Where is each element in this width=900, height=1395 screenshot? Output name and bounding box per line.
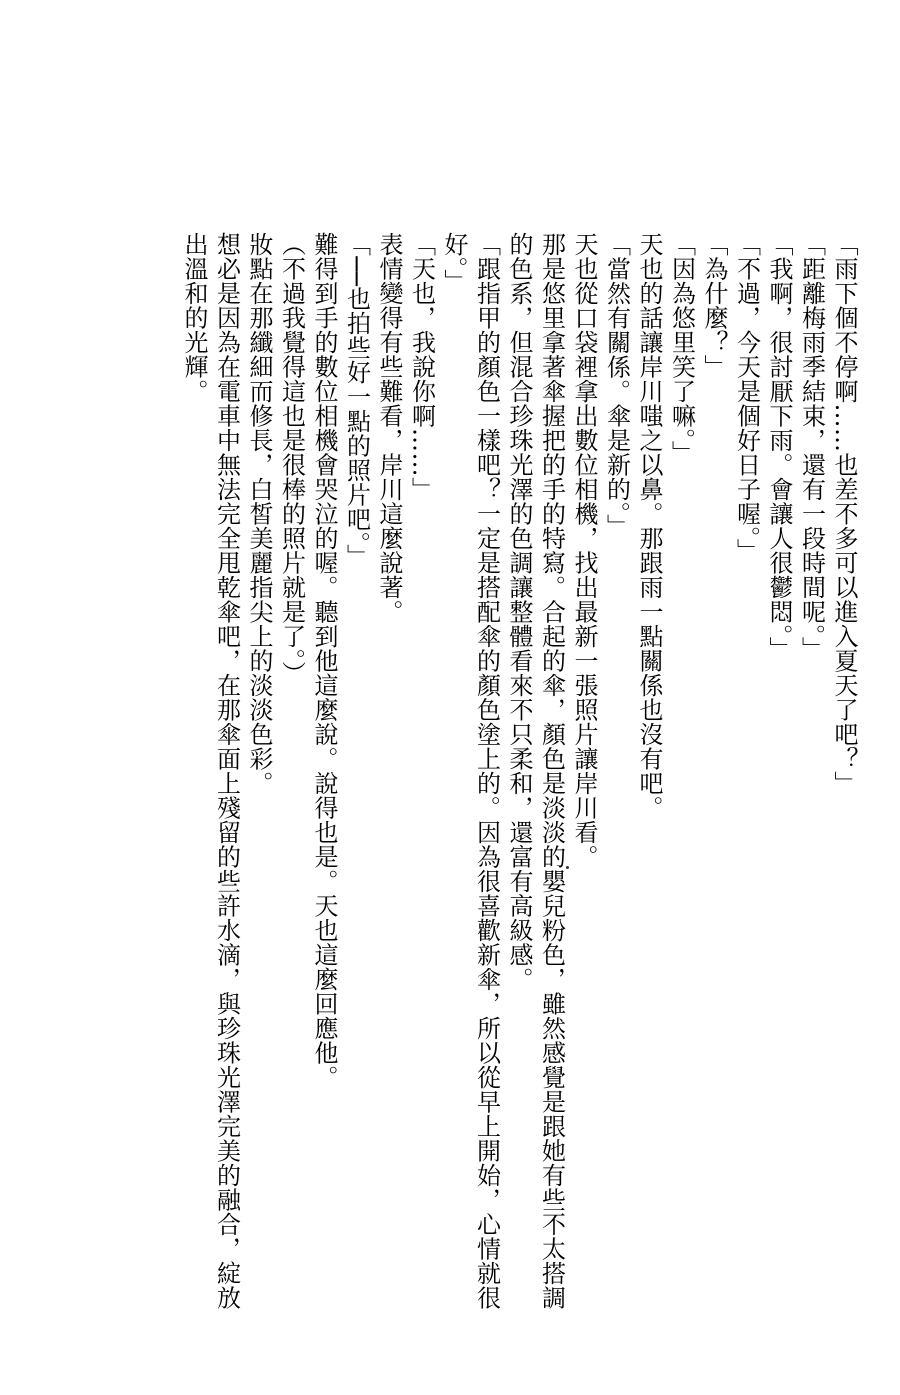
text-line: 「天也，我說你啊……」 [407, 232, 436, 502]
text-line: 好。」 [440, 232, 468, 294]
text-line: 「距離梅雨季結束，還有一段時間呢。」 [797, 232, 826, 661]
text-line: 「跟指甲的顏色一樣吧？一定是搭配傘的顏色塗上的。因為很喜歡新傘，所以從早上開始，心情就很 [472, 232, 501, 1310]
text-line: 「當然有關係。傘是新的。」 [602, 232, 631, 539]
text-line: 「為什麼？」 [700, 232, 728, 379]
text-line: 難得到手的數位相機會哭泣的喔。聽到他這麼說。說得也是。天也這麼回應他。 [310, 232, 338, 1090]
text-line: 的色系，但混合珍珠光澤的色調讓整體看來不只柔和，還富有高級感。 [505, 232, 533, 992]
text-line: 「我啊，很討厭下雨。會讓人很鬱悶。」 [765, 232, 793, 661]
text-line: 天也從口袋裡拿出數位相機，找出最新一張照片讓岸川看。 [570, 232, 598, 869]
text-line: 那是悠里拿著傘握把的手的特寫。合起的傘，顏色是淡淡的嬰兒粉色，雖然感覺是跟她有些不太搭調 [537, 232, 566, 1310]
text-line: 「──也拍些好一點的照片吧。」 [342, 232, 371, 569]
text-line: 「因為悠里笑了嘛。」 [667, 232, 696, 465]
text-line: 「雨下個不停啊……也差不多可以進入夏天了吧？」 [830, 232, 858, 796]
text-line: 天也的話讓岸川嗤之以鼻。那跟雨一點關係也沒有吧。 [635, 232, 663, 820]
text-line: 表情變得有些難看，岸川這麼說著。 [375, 232, 403, 624]
text-line: （不過我覺得這也是很棒的照片就是了。） [277, 232, 306, 686]
text-line: 出溫和的光輝。 [180, 232, 208, 404]
print-speck [566, 866, 569, 869]
text-line: 「不過，今天是個好日子喔。」 [732, 232, 761, 563]
text-line: 想必是因為在電車中無法完全甩乾傘吧，在那傘面上殘留的些許水滴，與珍珠光澤完美的融合，綻放 [212, 232, 241, 1310]
text-line: 妝點在那纖細而修長，白皙美麗指尖上的淡淡色彩。 [245, 232, 273, 796]
vertical-text-block [178, 232, 861, 1312]
